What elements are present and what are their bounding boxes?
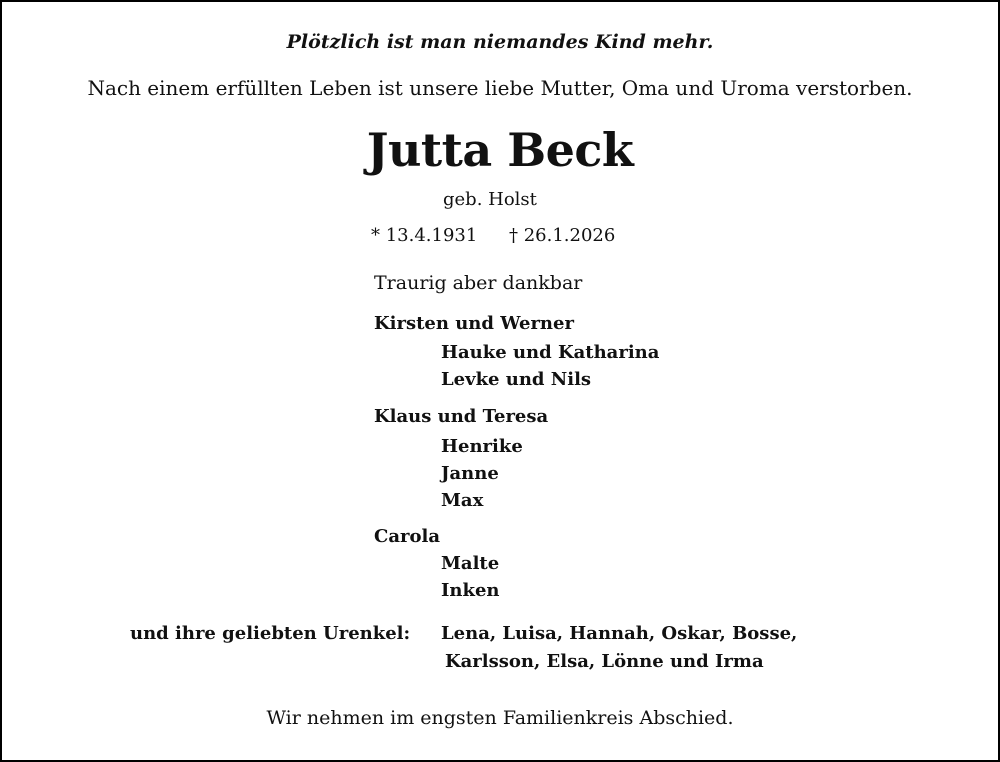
birth-date: * 13.4.1931 [371, 225, 478, 246]
family-parents: Kirsten und Werner [374, 313, 574, 334]
maiden-name: geb. Holst [443, 189, 537, 210]
family-child: Henrike [441, 436, 523, 457]
family-parents: Klaus und Teresa [374, 406, 549, 427]
family-child: Levke und Nils [441, 369, 592, 390]
death-date: † 26.1.2026 [509, 225, 616, 246]
family-parents: Carola [374, 526, 440, 547]
grief-line: Traurig aber dankbar [374, 272, 583, 294]
deceased-name: Jutta Beck [366, 123, 634, 177]
closing-text: Wir nehmen im engsten Familienkreis Abschied. [266, 707, 734, 729]
great-grandchildren-line: Lena, Luisa, Hannah, Oskar, Bosse, [441, 623, 798, 644]
motto: Plötzlich ist man niemandes Kind mehr. [286, 31, 714, 53]
family-child: Janne [441, 463, 499, 484]
family-child: Max [441, 490, 484, 511]
great-grandchildren-line: Karlsson, Elsa, Lönne und Irma [445, 651, 764, 672]
intro-text: Nach einem erfüllten Leben ist unsere liebe Mutter, Oma und Uroma verstorben. [87, 76, 913, 100]
family-child: Hauke und Katharina [441, 342, 660, 363]
family-child: Inken [441, 580, 500, 601]
family-child: Malte [441, 553, 500, 574]
great-grandchildren-label: und ihre geliebten Urenkel: [130, 623, 411, 644]
